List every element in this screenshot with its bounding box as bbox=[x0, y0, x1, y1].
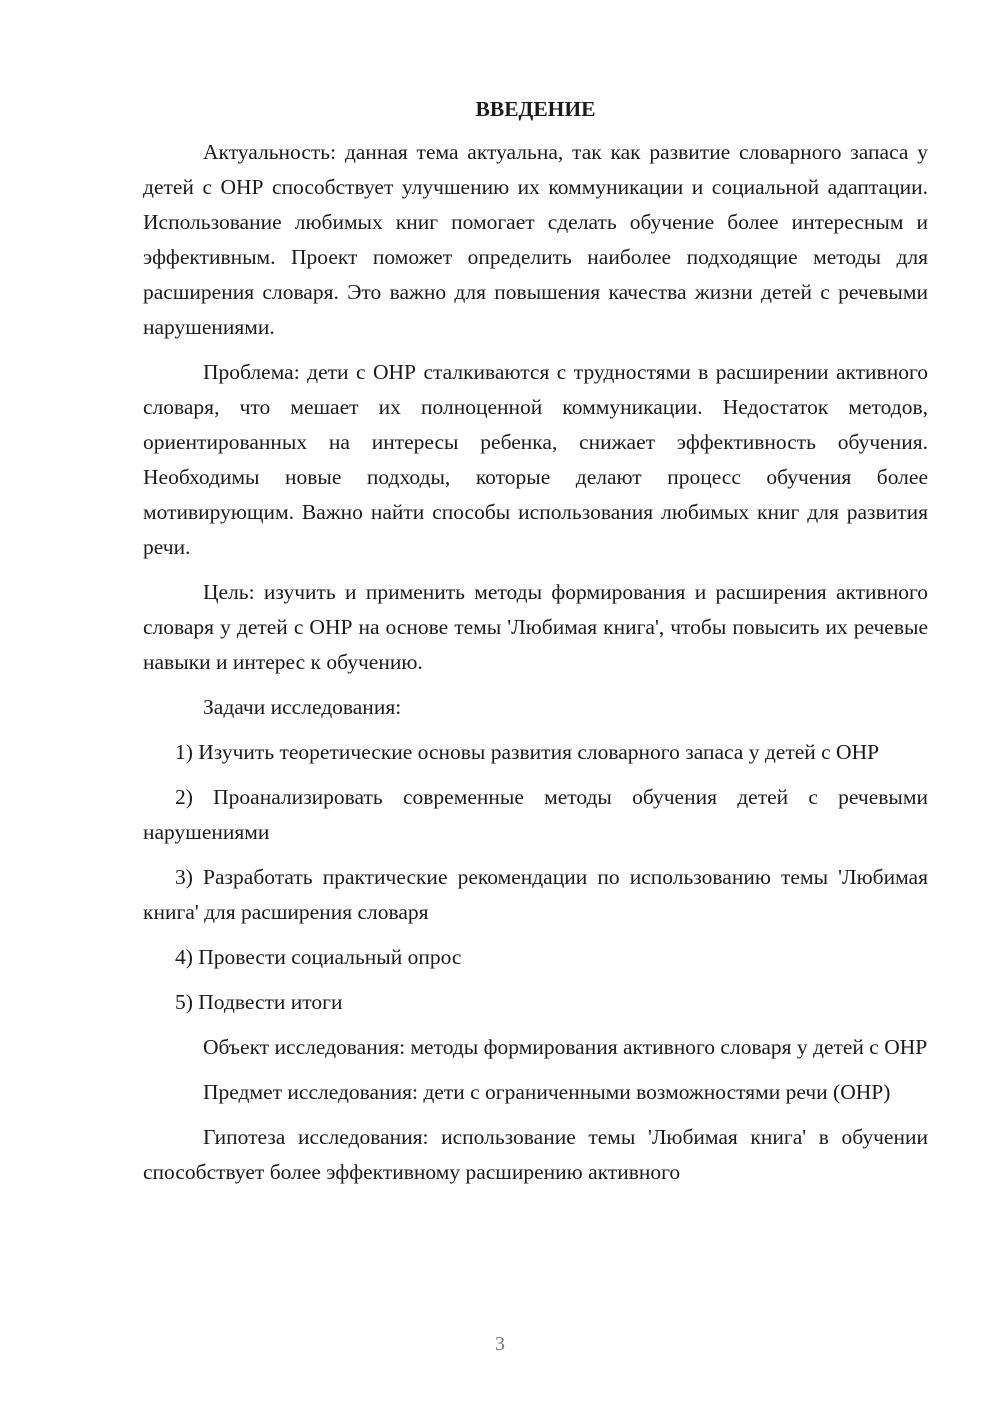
document-page bbox=[143, 92, 928, 1200]
page-number: 3 bbox=[495, 1333, 505, 1355]
task-item-5: 5) Подвести итоги bbox=[175, 990, 343, 1014]
relevance-paragraph: Актуальность: данная тема актуальна, так как развитие словарного запаса у детей с ОНР способствует улучшению их коммуникации и социальной адаптации. Использование любимых книг помогает сделать обучение более интересным и эффективным. Проект поможет определить наиболее подходящие методы для расширения словаря. Это важно для повышения качества жизни детей с речевыми нарушениями. bbox=[143, 140, 928, 339]
task-item-2: 2) Проанализировать современные методы обучения детей с речевыми нарушениями bbox=[143, 785, 928, 844]
goal-paragraph: Цель: изучить и применить методы формирования и расширения активного словаря у детей с ОНР на основе темы 'Любимая книга', чтобы повысить их речевые навыки и интерес к обучению. bbox=[143, 580, 928, 674]
object-paragraph: Объект исследования: методы формирования активного словаря у детей с ОНР bbox=[203, 1035, 928, 1059]
task-item-1: 1) Изучить теоретические основы развития словарного запаса у детей с ОНР bbox=[175, 740, 880, 764]
section-title: ВВЕДЕНИЕ bbox=[475, 97, 596, 121]
hypothesis-paragraph: Гипотеза исследования: использование темы 'Любимая книга' в обучении способствует более эффективному расширению активного bbox=[143, 1125, 928, 1184]
tasks-heading: Задачи исследования: bbox=[203, 695, 402, 719]
task-item-3: 3) Разработать практические рекомендации по использованию темы 'Любимая книга' для расширения словаря bbox=[143, 865, 928, 924]
subject-paragraph: Предмет исследования: дети с ограниченными возможностями речи (ОНР) bbox=[203, 1080, 891, 1104]
task-item-4: 4) Провести социальный опрос bbox=[175, 945, 462, 969]
problem-paragraph: Проблема: дети с ОНР сталкиваются с трудностями в расширении активного словаря, что мешает их полноценной коммуникации. Недостаток методов, ориентированных на интересы ребенка, снижает эффективность обучения. Необходимы новые подходы, которые делают процесс обучения более мотивирующим. Важно найти способы использования любимых книг для развития речи. bbox=[143, 360, 928, 559]
